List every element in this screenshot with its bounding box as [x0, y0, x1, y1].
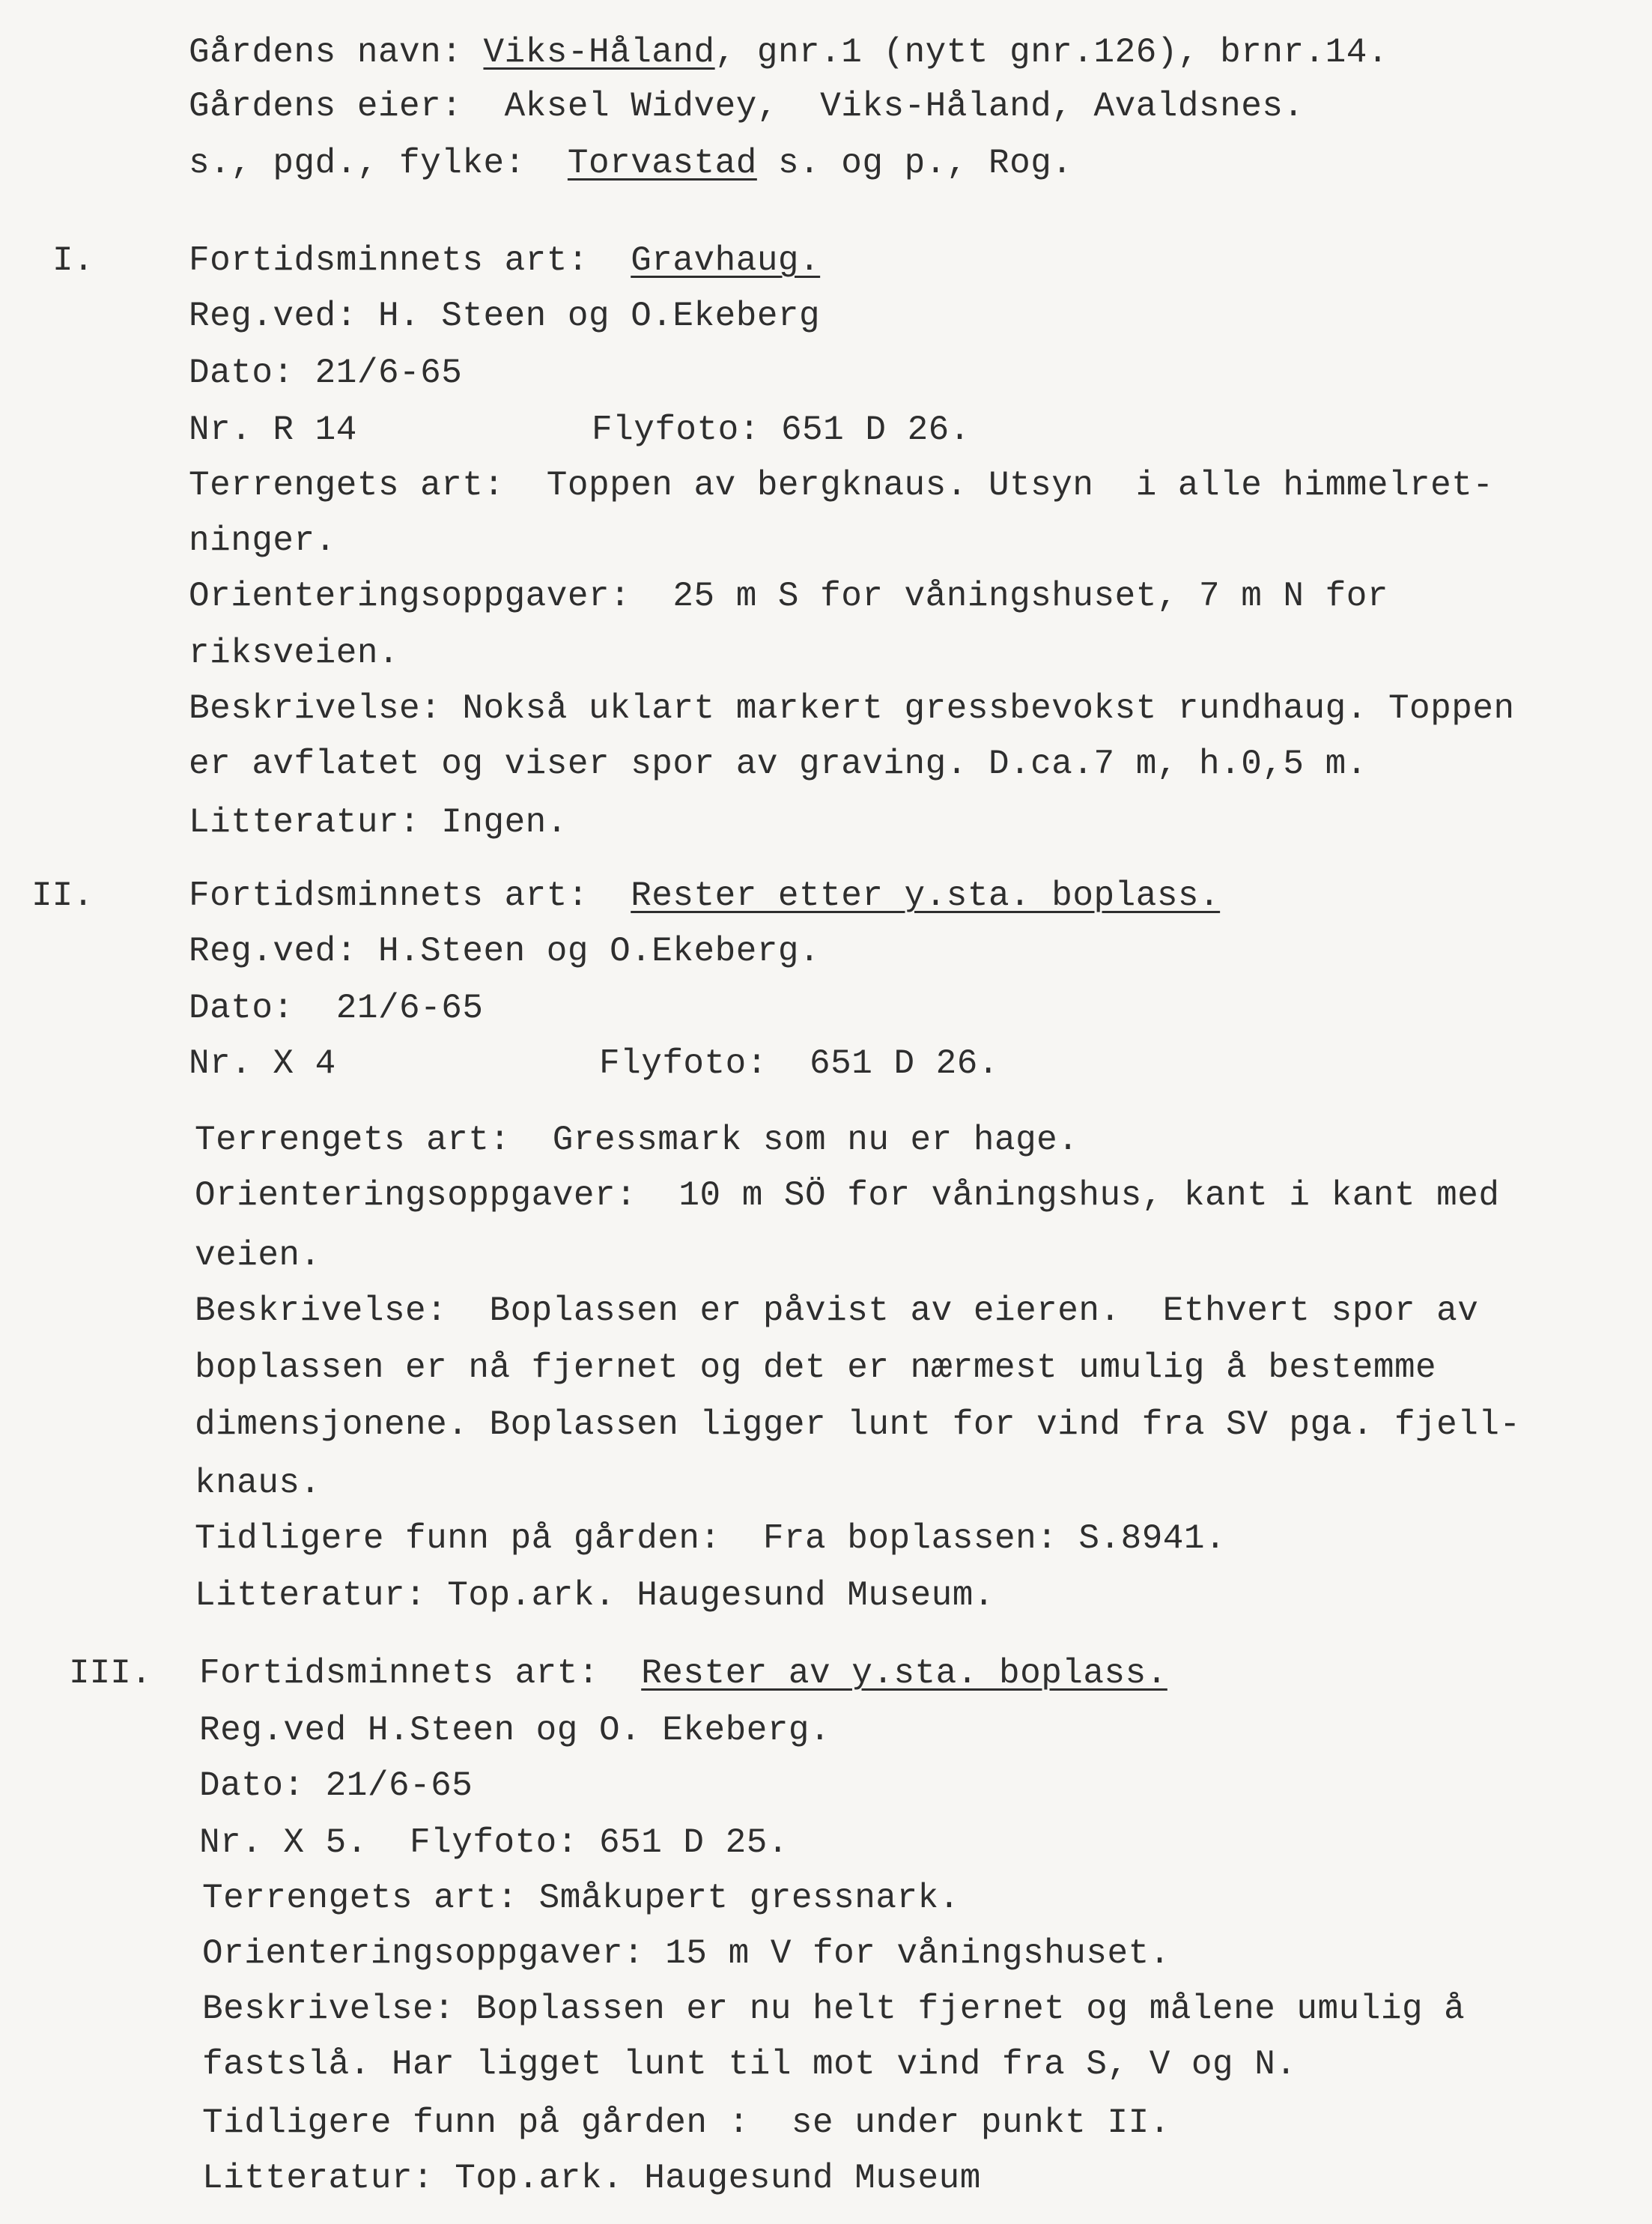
section-1-reg: Reg.ved: H. Steen og O.Ekeberg — [189, 297, 821, 336]
art-value: Rester etter y.sta. boplass. — [631, 876, 1221, 915]
farm-numbers: , gnr.1 (nytt gnr.126), brnr.14. — [714, 33, 1388, 72]
section-3-earlier-finds: Tidligere funn på gården : se under punkt II. — [202, 2103, 1170, 2142]
section-2-art — [189, 873, 1220, 918]
farm-name-label: Gårdens navn: — [189, 33, 484, 72]
art-label: Fortidsminnets art: — [189, 876, 631, 915]
parish-county-line — [189, 141, 1072, 186]
section-2-description-2: boplassen er nå fjernet og det er nærmest umulig å bestemme — [195, 1348, 1437, 1387]
section-2-description-4: knaus. — [195, 1464, 321, 1503]
section-2-earlier-finds: Tidligere funn på gården: Fra boplassen: S.8941. — [195, 1519, 1227, 1558]
section-number-2: II. — [31, 876, 94, 915]
parish-label: s., pgd., fylke: — [189, 144, 568, 183]
section-1-orientation-2: riksveien. — [189, 634, 400, 673]
parish-name: Torvastad — [567, 144, 757, 183]
section-3-nr-aerial-photo: Nr. X 5. Flyfoto: 651 D 25. — [199, 1823, 789, 1862]
section-1-date: Dato: 21/6-65 — [189, 354, 463, 393]
art-value: Rester av y.sta. boplass. — [641, 1654, 1167, 1693]
section-1-orientation-1: Orienteringsoppgaver: 25 m S for våningshuset, 7 m N for — [189, 577, 1388, 616]
section-3-reg: Reg.ved H.Steen og O. Ekeberg. — [199, 1711, 831, 1750]
section-1-art — [189, 238, 820, 283]
section-2-reg: Reg.ved: H.Steen og O.Ekeberg. — [189, 932, 821, 971]
section-1-description-2: er avflatet og viser spor av graving. D.ca.7 m, h.0,5 m. — [189, 745, 1367, 784]
section-2-nr: Nr. X 4 — [189, 1044, 336, 1083]
farm-name: Viks-Håland — [483, 33, 715, 72]
section-1-nr: Nr. R 14 — [189, 410, 357, 449]
section-3-orientation: Orienteringsoppgaver: 15 m V for våningshuset. — [202, 1934, 1170, 1973]
section-1-description-1: Beskrivelse: Nokså uklart markert gressbevokst rundhaug. Toppen — [189, 689, 1515, 728]
section-1-terrain-1: Terrengets art: Toppen av bergknaus. Utsyn i alle himmelret- — [189, 466, 1494, 505]
section-2-description-3: dimensjonene. Boplassen ligger lunt for vind fra SV pga. fjell- — [195, 1405, 1521, 1444]
section-1-aerial-photo: Flyfoto: 651 D 26. — [592, 410, 971, 449]
section-number-1: I. — [52, 241, 94, 280]
art-value: Gravhaug. — [631, 241, 821, 280]
section-3-description-2: fastslå. Har ligget lunt til mot vind fra S, V og N. — [202, 2045, 1297, 2084]
section-3-description-1: Beskrivelse: Boplassen er nu helt fjernet og målene umulig å — [202, 1990, 1466, 2028]
art-label: Fortidsminnets art: — [199, 1654, 642, 1693]
section-3-literature: Litteratur: Top.ark. Haugesund Museum — [202, 2159, 981, 2198]
parish-rest: s. og p., Rog. — [756, 144, 1073, 183]
section-2-terrain: Terrengets art: Gressmark som nu er hage. — [195, 1121, 1079, 1160]
section-2-aerial-photo: Flyfoto: 651 D 26. — [599, 1044, 999, 1083]
section-3-art — [199, 1651, 1167, 1696]
section-3-date: Dato: 21/6-65 — [199, 1766, 473, 1805]
section-number-3: III. — [69, 1654, 152, 1693]
section-2-orientation-1: Orienteringsoppgaver: 10 m SÖ for våningshus, kant i kant med — [195, 1176, 1500, 1215]
section-1-terrain-2: ninger. — [189, 521, 336, 560]
section-3-terrain: Terrengets art: Småkupert gressnark. — [202, 1879, 960, 1918]
farm-name-line — [189, 30, 1388, 75]
section-2-description-1: Beskrivelse: Boplassen er påvist av eieren. Ethvert spor av — [195, 1291, 1479, 1330]
section-2-literature: Litteratur: Top.ark. Haugesund Museum. — [195, 1576, 994, 1615]
section-2-orientation-2: veien. — [195, 1236, 321, 1275]
section-1-literature: Litteratur: Ingen. — [189, 803, 568, 842]
farm-owner-line: Gårdens eier: Aksel Widvey, Viks-Håland, Avaldsnes. — [189, 87, 1305, 126]
section-2-date: Dato: 21/6-65 — [189, 989, 484, 1028]
art-label: Fortidsminnets art: — [189, 241, 631, 280]
